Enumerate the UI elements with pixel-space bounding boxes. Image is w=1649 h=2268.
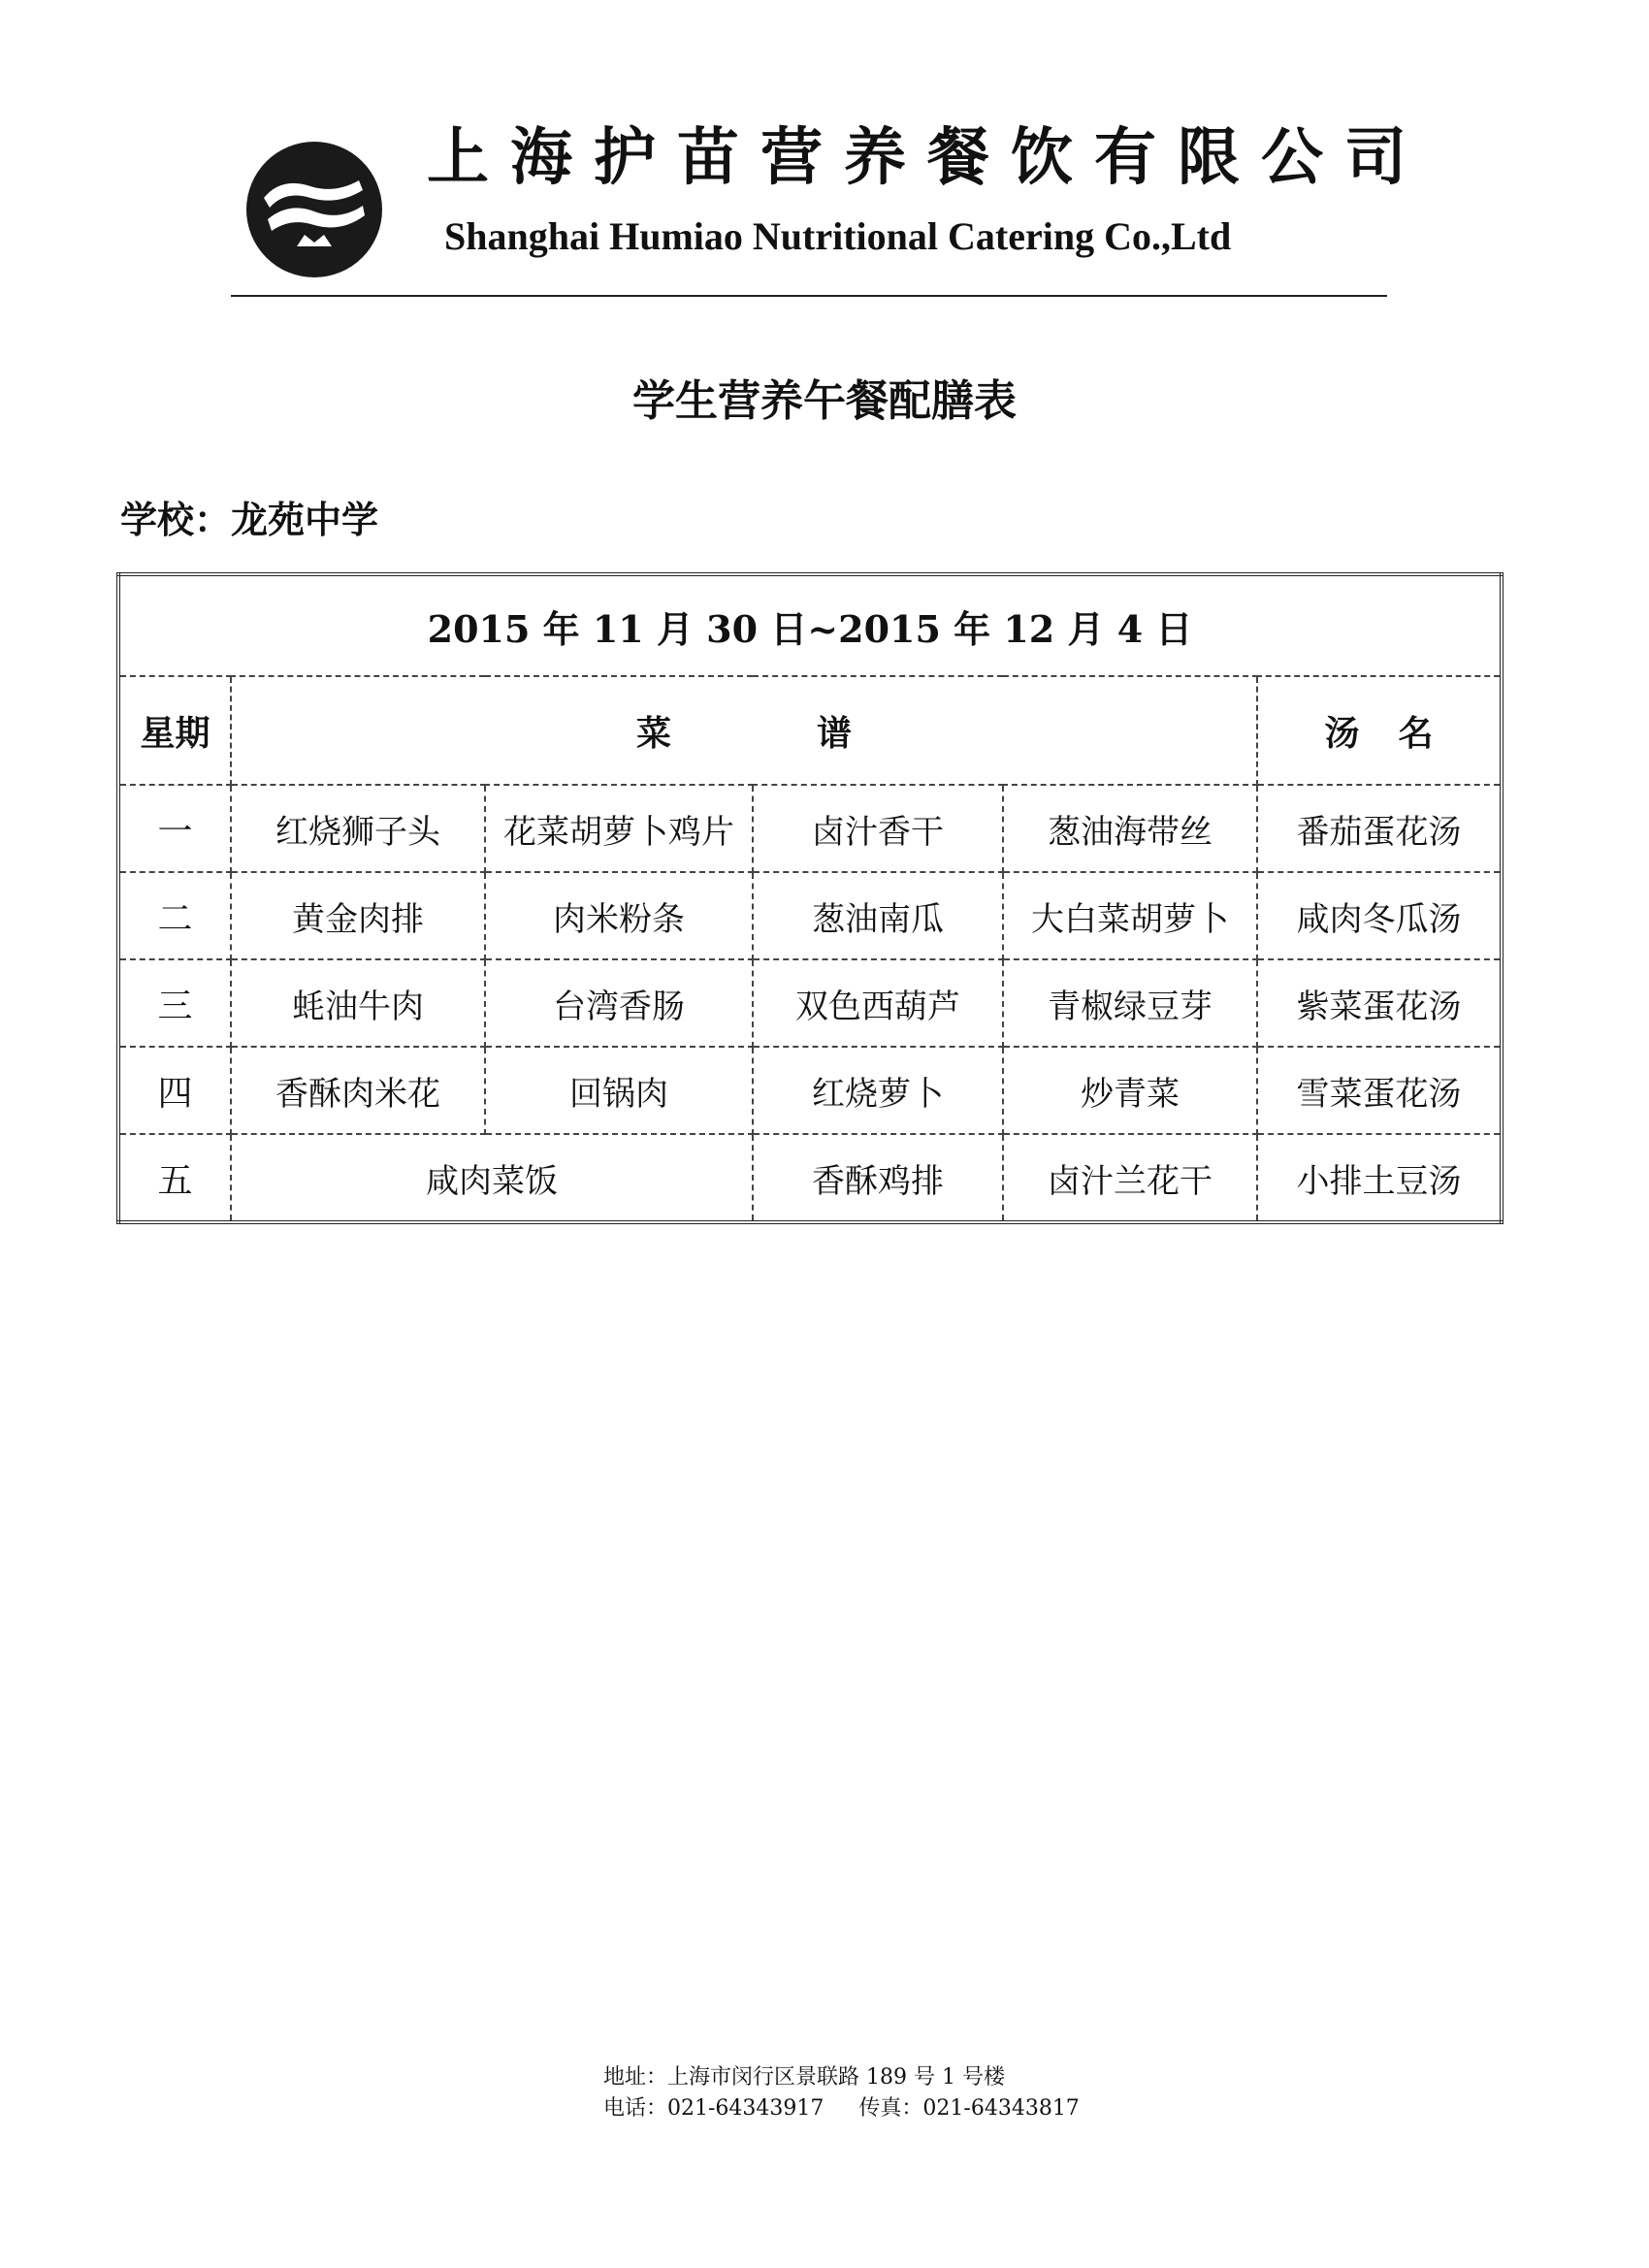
school-line <box>120 493 378 547</box>
footer-phone-fax <box>603 2093 1080 2124</box>
soup-cell: 咸肉冬瓜汤 <box>1257 872 1502 959</box>
footer-phone: 电话：021-64343917 <box>603 2096 824 2121</box>
table-row-thursday <box>118 1047 1502 1134</box>
company-name-chinese: 上海护苗营养餐饮有限公司 <box>427 122 1428 194</box>
date-range: 2015 年 11 月 30 日~2015 年 12 月 4 日 <box>118 574 1502 676</box>
dish-cell: 青椒绿豆芽 <box>1003 959 1257 1047</box>
menu-table <box>116 572 1504 1224</box>
weekday-cell: 三 <box>118 959 231 1047</box>
table-row-friday <box>118 1134 1502 1222</box>
table-row-wednesday <box>118 959 1502 1047</box>
soup-cell: 紫菜蛋花汤 <box>1257 959 1502 1047</box>
dish-cell: 卤汁香干 <box>753 785 1003 872</box>
school-label: 学校： <box>120 499 232 541</box>
dish-cell-merged: 咸肉菜饭 <box>231 1134 753 1222</box>
weekday-cell: 二 <box>118 872 231 959</box>
dish-cell: 花菜胡萝卜鸡片 <box>485 785 753 872</box>
dish-cell: 回锅肉 <box>485 1047 753 1134</box>
header-dishes: 菜谱 <box>231 676 1257 785</box>
dish-cell: 炒青菜 <box>1003 1047 1257 1134</box>
footer-contact <box>603 2062 1080 2124</box>
table-row-tuesday <box>118 872 1502 959</box>
soup-cell: 雪菜蛋花汤 <box>1257 1047 1502 1134</box>
company-name-english: Shanghai Humiao Nutritional Catering Co.,Ltd <box>444 214 1232 258</box>
header-soup: 汤名 <box>1257 676 1502 785</box>
dish-cell: 香酥肉米花 <box>231 1047 485 1134</box>
dish-cell: 大白菜胡萝卜 <box>1003 872 1257 959</box>
document-title: 学生营养午餐配膳表 <box>632 376 1017 426</box>
company-logo-icon <box>242 138 386 281</box>
dish-cell: 蚝油牛肉 <box>231 959 485 1047</box>
footer-fax: 传真：021-64343817 <box>858 2096 1080 2121</box>
dish-cell: 双色西葫芦 <box>753 959 1003 1047</box>
weekday-cell: 五 <box>118 1134 231 1222</box>
weekday-cell: 四 <box>118 1047 231 1134</box>
weekday-cell: 一 <box>118 785 231 872</box>
table-header-row <box>118 676 1502 785</box>
dish-cell: 葱油海带丝 <box>1003 785 1257 872</box>
header-weekday: 星期 <box>118 676 231 785</box>
school-name: 龙苑中学 <box>231 499 379 541</box>
dish-cell: 黄金肉排 <box>231 872 485 959</box>
dish-cell: 红烧萝卜 <box>753 1047 1003 1134</box>
dish-cell: 红烧狮子头 <box>231 785 485 872</box>
footer-address: 地址：上海市闵行区景联路 189 号 1 号楼 <box>603 2065 1005 2090</box>
dish-cell: 肉米粉条 <box>485 872 753 959</box>
dish-cell: 卤汁兰花干 <box>1003 1134 1257 1222</box>
header-divider <box>231 295 1387 297</box>
soup-cell: 番茄蛋花汤 <box>1257 785 1502 872</box>
dish-cell: 台湾香肠 <box>485 959 753 1047</box>
table-row-monday <box>118 785 1502 872</box>
dish-cell: 葱油南瓜 <box>753 872 1003 959</box>
dish-cell: 香酥鸡排 <box>753 1134 1003 1222</box>
date-range-row <box>118 574 1502 676</box>
soup-cell: 小排土豆汤 <box>1257 1134 1502 1222</box>
